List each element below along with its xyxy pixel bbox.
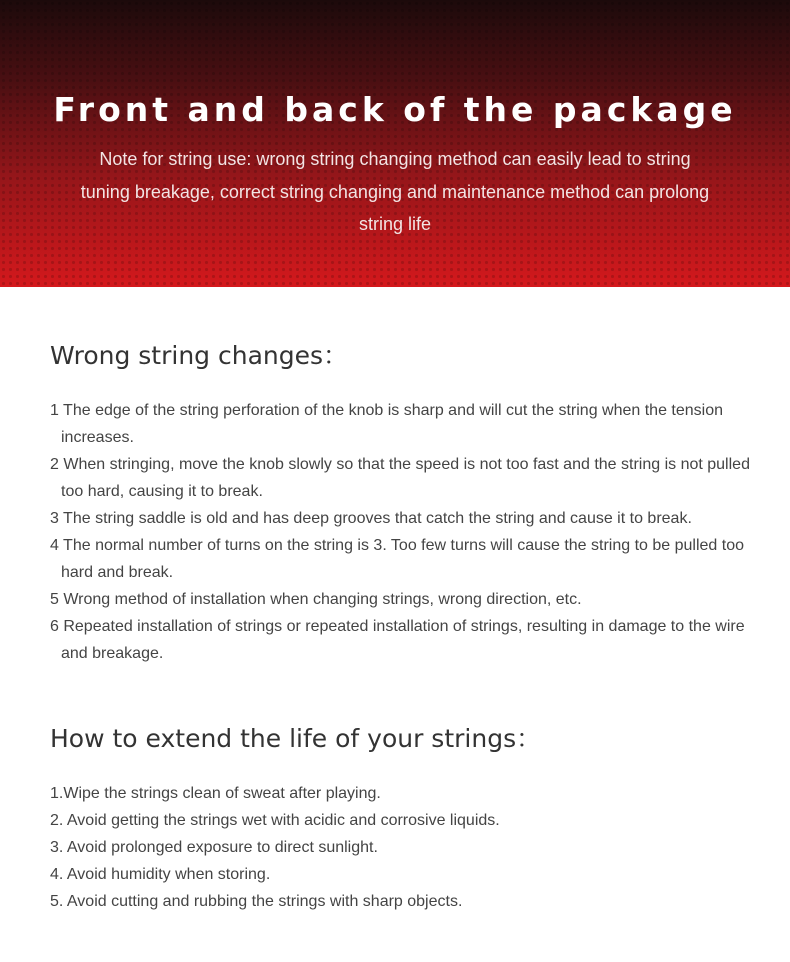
banner-note: Note for string use: wrong string changing method can easily lead to string tuning breakage, correct string changing and maintenance method can prolong string life — [80, 149, 710, 234]
package-banner — [0, 0, 790, 287]
extend-life-list — [50, 780, 760, 915]
extend-life-heading: How to extend the life of your strings： — [50, 724, 542, 753]
list-item: 5 Wrong method of installation when changing strings, wrong direction, etc. — [50, 591, 582, 608]
extend-string-life-section — [50, 722, 760, 915]
list-item: 6 Repeated installation of strings or repeated installation of strings, resulting in damage to the wire and breakage. — [50, 618, 745, 662]
list-item: 1.Wipe the strings clean of sweat after playing. — [50, 785, 381, 802]
wrong-string-changes-section — [50, 339, 760, 667]
banner-title: Front and back of the package — [53, 90, 737, 129]
list-item: 4. Avoid humidity when storing. — [50, 866, 271, 883]
list-item: 3. Avoid prolonged exposure to direct sunlight. — [50, 839, 378, 856]
list-item: 5. Avoid cutting and rubbing the strings with sharp objects. — [50, 893, 463, 910]
list-item: 3 The string saddle is old and has deep grooves that catch the string and cause it to break. — [50, 510, 692, 527]
list-item: 2 When stringing, move the knob slowly so that the speed is not too fast and the string is not pulled too hard, causing it to break. — [50, 456, 750, 500]
wrong-changes-list — [50, 397, 760, 667]
list-item: 4 The normal number of turns on the string is 3. Too few turns will cause the string to be pulled too hard and break. — [50, 537, 745, 581]
list-item: 1 The edge of the string perforation of the knob is sharp and will cut the string when the tension increases. — [50, 402, 724, 446]
wrong-changes-heading: Wrong string changes： — [50, 341, 349, 370]
list-item: 2. Avoid getting the strings wet with acidic and corrosive liquids. — [50, 812, 500, 829]
